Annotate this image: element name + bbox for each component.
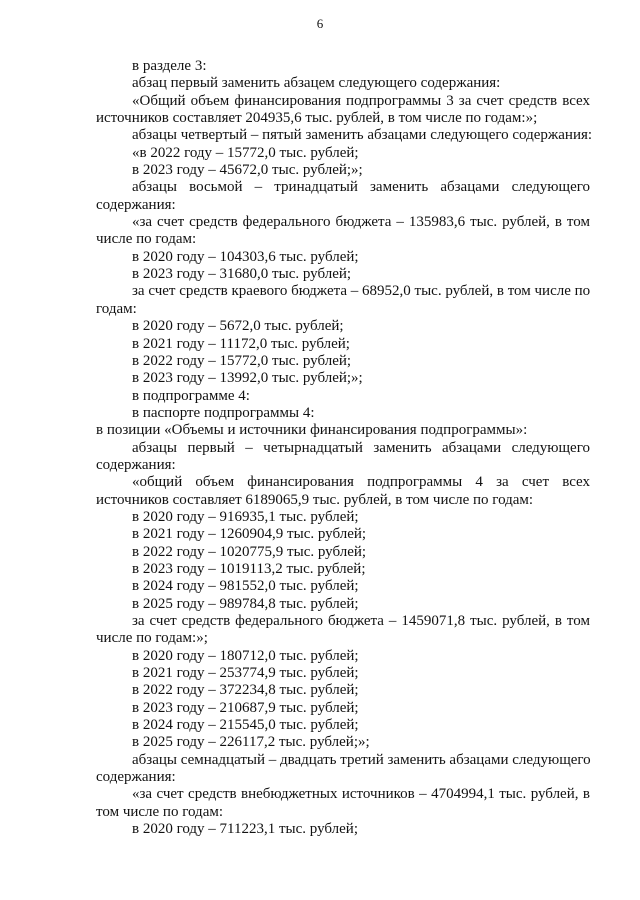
text-line: в 2023 году – 45672,0 тыс. рублей;»;: [132, 162, 363, 179]
text-line: содержания:: [96, 769, 176, 786]
text-line: в 2020 году – 5672,0 тыс. рублей;: [132, 318, 344, 335]
text-line: в 2023 году – 1019113,2 тыс. рублей;: [132, 560, 366, 577]
text-line: за счет средств краевого бюджета – 68952,0 тыс. рублей, в том числе по: [132, 283, 591, 300]
text-line: в 2020 году – 916935,1 тыс. рублей;: [132, 508, 359, 525]
text-line: годам:: [96, 300, 137, 317]
text-line: в 2022 году – 1020775,9 тыс. рублей;: [132, 543, 367, 560]
text-line: источников составляет 6189065,9 тыс. рублей, в том числе по годам:: [96, 491, 534, 508]
text-line: том числе по годам:: [96, 803, 224, 820]
text-line: «общий объем финансирования подпрограммы 4 за счет всех: [132, 474, 590, 491]
text-line: числе по годам:: [96, 231, 197, 248]
text-line: в 2021 году – 11172,0 тыс. рублей;: [132, 335, 350, 352]
text-line: абзацы первый – четырнадцатый заменить абзацами следующего: [132, 439, 590, 456]
text-line: «за счет средств федерального бюджета – 135983,6 тыс. рублей, в том: [132, 214, 590, 231]
text-line: числе по годам:»;: [96, 630, 208, 647]
text-line: в 2024 году – 215545,0 тыс. рублей;: [132, 717, 359, 734]
text-line: в 2021 году – 1260904,9 тыс. рублей;: [132, 526, 367, 543]
text-line: за счет средств федерального бюджета – 1459071,8 тыс. рублей, в том: [132, 613, 590, 629]
text-line: в 2024 году – 981552,0 тыс. рублей;: [132, 578, 359, 595]
text-line: в разделе 3:: [132, 58, 207, 74]
text-line: содержания:: [96, 456, 176, 473]
text-line: в 2022 году – 15772,0 тыс. рублей;: [132, 352, 352, 369]
text-line: в 2025 году – 989784,8 тыс. рублей;: [132, 595, 359, 612]
text-line: в 2023 году – 210687,9 тыс. рублей;: [132, 699, 359, 716]
text-line: абзацы восьмой – тринадцатый заменить абзацами следующего: [132, 179, 590, 196]
text-line: «в 2022 году – 15772,0 тыс. рублей;: [132, 144, 359, 161]
text-line: абзац первый заменить абзацем следующего содержания:: [132, 75, 501, 92]
text-line: в 2020 году – 180712,0 тыс. рублей;: [132, 647, 359, 664]
text-line: в 2020 году – 104303,6 тыс. рублей;: [132, 248, 359, 265]
text-line: в 2025 году – 226117,2 тыс. рублей;»;: [132, 734, 370, 751]
document-body: [96, 58, 593, 838]
text-line: в паспорте подпрограммы 4:: [132, 404, 315, 421]
text-line: в 2023 году – 31680,0 тыс. рублей;: [132, 266, 352, 283]
text-line: в 2023 году – 13992,0 тыс. рублей;»;: [132, 370, 363, 387]
text-line: абзацы семнадцатый – двадцать третий заменить абзацами следующего: [132, 751, 591, 768]
text-line: в позиции «Объемы и источники финансирования подпрограммы»:: [96, 422, 528, 439]
text-line: в 2021 году – 253774,9 тыс. рублей;: [132, 665, 359, 682]
text-line: в подпрограмме 4:: [132, 387, 250, 404]
text-line: в 2020 году – 711223,1 тыс. рублей;: [132, 821, 358, 838]
text-line: «за счет средств внебюджетных источников – 4704994,1 тыс. рублей, в: [132, 786, 590, 803]
text-line: абзацы четвертый – пятый заменить абзацами следующего содержания:: [132, 127, 593, 144]
page-number: 6: [316, 16, 324, 31]
text-line: содержания:: [96, 196, 176, 213]
text-line: источников составляет 204935,6 тыс. рублей, в том числе по годам:»;: [96, 110, 538, 127]
text-line: «Общий объем финансирования подпрограммы 3 за счет средств всех: [132, 92, 590, 109]
text-line: в 2022 году – 372234,8 тыс. рублей;: [132, 682, 359, 699]
